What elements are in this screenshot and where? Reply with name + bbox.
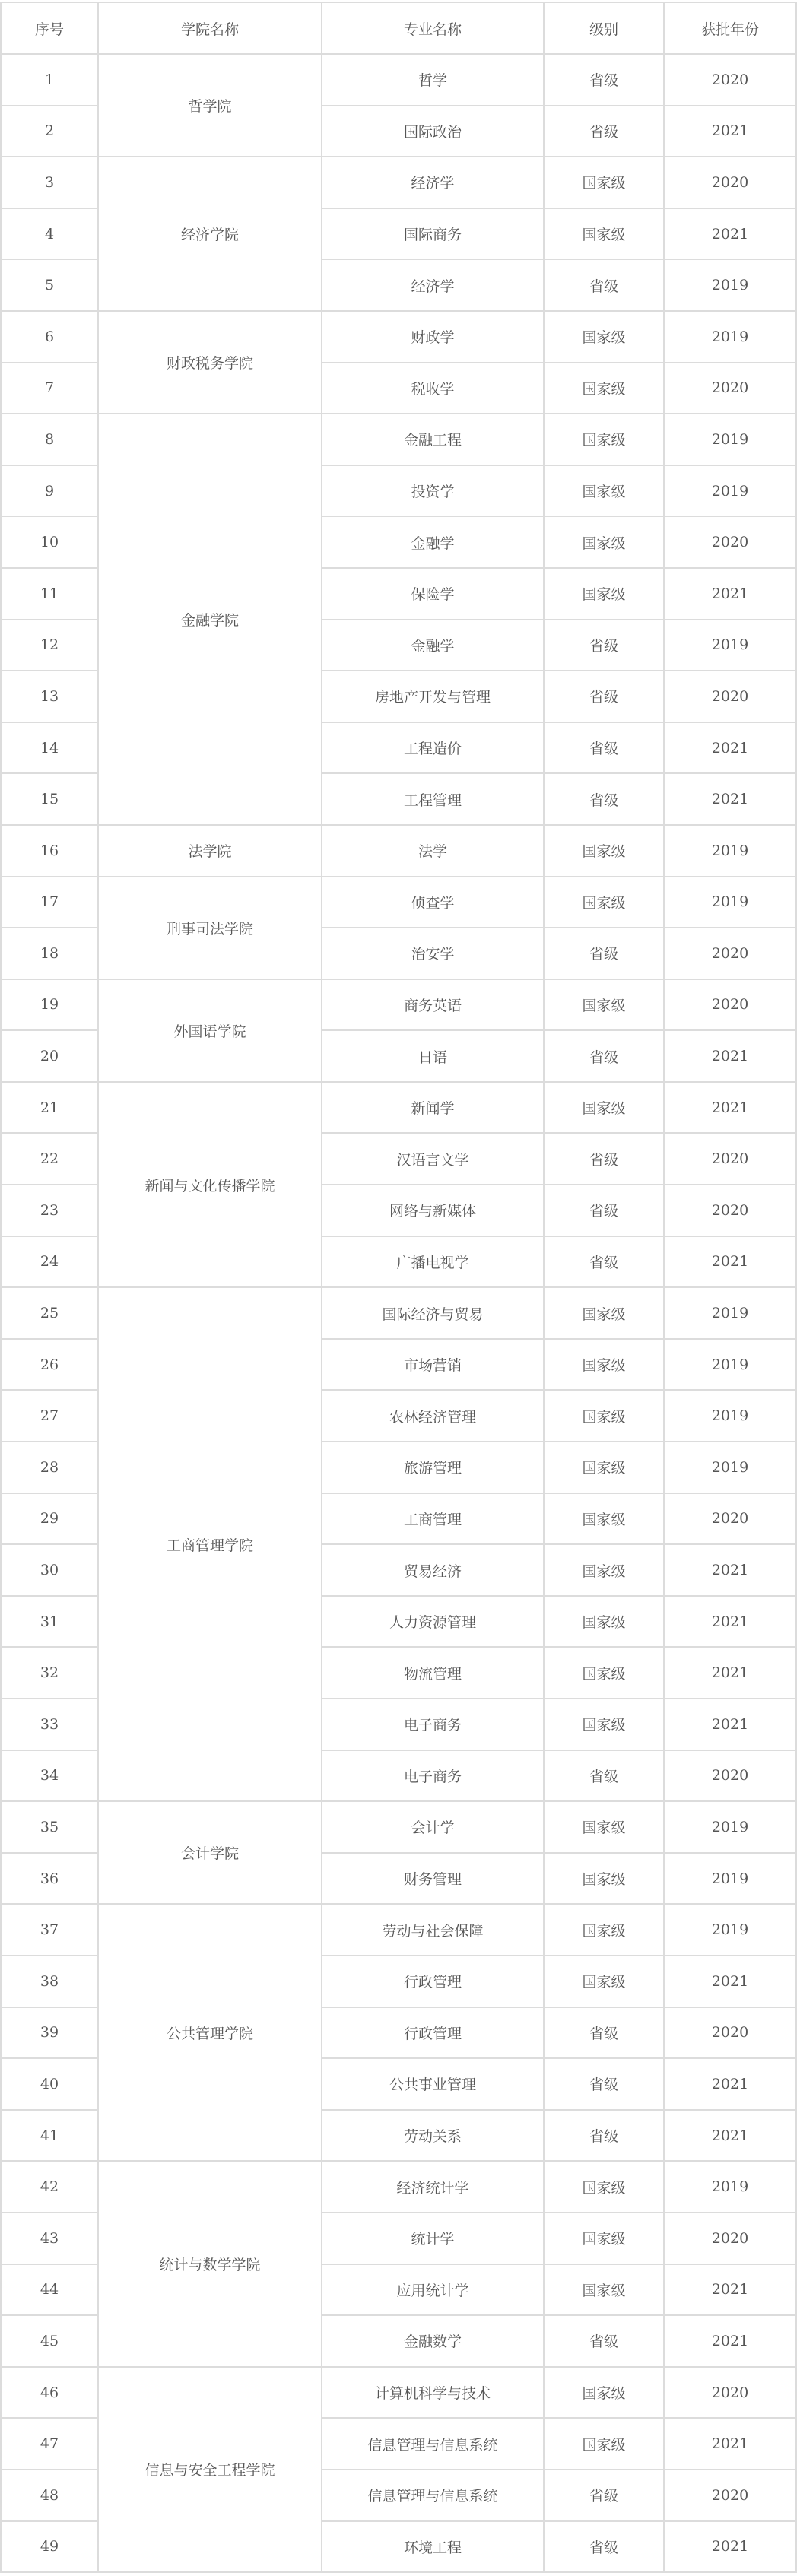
row-number-cell: 35	[1, 1801, 98, 1853]
table-row	[1, 157, 796, 208]
level-cell: 国家级	[544, 568, 664, 620]
year-cell: 2020	[664, 928, 796, 979]
major-name-cell: 侦查学	[322, 877, 544, 928]
year-cell: 2021	[664, 2418, 796, 2470]
level-cell: 省级	[544, 2315, 664, 2367]
row-number-cell: 5	[1, 259, 98, 311]
level-cell: 省级	[544, 928, 664, 979]
year-cell: 2021	[664, 2315, 796, 2367]
level-cell: 国家级	[544, 311, 664, 363]
row-number-cell: 45	[1, 2315, 98, 2367]
table-row	[1, 2161, 796, 2213]
major-name-cell: 投资学	[322, 465, 544, 517]
level-cell: 国家级	[544, 1596, 664, 1648]
row-number-cell: 11	[1, 568, 98, 620]
year-cell: 2020	[664, 1493, 796, 1545]
table-row	[1, 825, 796, 877]
row-number-cell: 14	[1, 722, 98, 774]
row-number-cell: 13	[1, 671, 98, 722]
year-cell: 2020	[664, 671, 796, 722]
major-name-cell: 保险学	[322, 568, 544, 620]
major-name-cell: 哲学	[322, 54, 544, 106]
year-cell: 2019	[664, 2161, 796, 2213]
row-number-cell: 38	[1, 1956, 98, 2007]
major-name-cell: 计算机科学与技术	[322, 2367, 544, 2419]
major-name-cell: 市场营销	[322, 1339, 544, 1391]
level-cell: 国家级	[544, 2264, 664, 2316]
level-cell: 国家级	[544, 1904, 664, 1956]
major-name-cell: 金融学	[322, 516, 544, 568]
level-cell: 省级	[544, 2521, 664, 2573]
year-cell: 2019	[664, 1853, 796, 1905]
major-name-cell: 房地产开发与管理	[322, 671, 544, 722]
major-name-cell: 财政学	[322, 311, 544, 363]
table-row	[1, 54, 796, 106]
level-cell: 省级	[544, 1236, 664, 1288]
year-cell: 2020	[664, 2470, 796, 2521]
majors-table	[0, 2, 797, 2573]
row-number-cell: 16	[1, 825, 98, 877]
row-number-cell: 18	[1, 928, 98, 979]
major-name-cell: 工商管理	[322, 1493, 544, 1545]
table-row	[1, 1801, 796, 1853]
level-cell: 省级	[544, 671, 664, 722]
year-cell: 2021	[664, 1082, 796, 1134]
major-name-cell: 贸易经济	[322, 1544, 544, 1596]
row-number-cell: 40	[1, 2058, 98, 2110]
header-year: 获批年份	[664, 2, 796, 54]
row-number-cell: 21	[1, 1082, 98, 1134]
row-number-cell: 29	[1, 1493, 98, 1545]
major-name-cell: 经济学	[322, 259, 544, 311]
level-cell: 国家级	[544, 1082, 664, 1134]
row-number-cell: 41	[1, 2110, 98, 2162]
major-name-cell: 经济学	[322, 157, 544, 208]
college-name-cell: 财政税务学院	[98, 311, 322, 414]
major-name-cell: 电子商务	[322, 1699, 544, 1750]
year-cell: 2021	[664, 2110, 796, 2162]
level-cell: 省级	[544, 2007, 664, 2059]
row-number-cell: 49	[1, 2521, 98, 2573]
major-name-cell: 国际政治	[322, 106, 544, 157]
level-cell: 国家级	[544, 1647, 664, 1699]
table-body	[1, 54, 796, 2572]
row-number-cell: 19	[1, 979, 98, 1031]
level-cell: 省级	[544, 106, 664, 157]
level-cell: 国家级	[544, 877, 664, 928]
row-number-cell: 43	[1, 2213, 98, 2264]
major-name-cell: 新闻学	[322, 1082, 544, 1134]
row-number-cell: 46	[1, 2367, 98, 2419]
major-name-cell: 电子商务	[322, 1750, 544, 1802]
year-cell: 2021	[664, 2521, 796, 2573]
major-name-cell: 工程造价	[322, 722, 544, 774]
level-cell: 国家级	[544, 1442, 664, 1493]
level-cell: 省级	[544, 2058, 664, 2110]
year-cell: 2021	[664, 568, 796, 620]
level-cell: 国家级	[544, 1493, 664, 1545]
row-number-cell: 23	[1, 1185, 98, 1236]
row-number-cell: 4	[1, 208, 98, 260]
table-row	[1, 877, 796, 928]
level-cell: 国家级	[544, 465, 664, 517]
level-cell: 国家级	[544, 157, 664, 208]
year-cell: 2021	[664, 2058, 796, 2110]
college-name-cell: 经济学院	[98, 157, 322, 311]
row-number-cell: 17	[1, 877, 98, 928]
level-cell: 省级	[544, 2470, 664, 2521]
row-number-cell: 26	[1, 1339, 98, 1391]
major-name-cell: 信息管理与信息系统	[322, 2470, 544, 2521]
college-name-cell: 法学院	[98, 825, 322, 877]
year-cell: 2021	[664, 773, 796, 825]
level-cell: 国家级	[544, 2418, 664, 2470]
year-cell: 2019	[664, 1801, 796, 1853]
table-row	[1, 2367, 796, 2419]
level-cell: 省级	[544, 1030, 664, 1082]
level-cell: 国家级	[544, 1699, 664, 1750]
level-cell: 国家级	[544, 1287, 664, 1339]
row-number-cell: 20	[1, 1030, 98, 1082]
row-number-cell: 37	[1, 1904, 98, 1956]
level-cell: 省级	[544, 773, 664, 825]
year-cell: 2020	[664, 1750, 796, 1802]
table-row	[1, 414, 796, 465]
year-cell: 2019	[664, 620, 796, 671]
level-cell: 省级	[544, 2110, 664, 2162]
row-number-cell: 2	[1, 106, 98, 157]
year-cell: 2019	[664, 311, 796, 363]
major-name-cell: 劳动关系	[322, 2110, 544, 2162]
year-cell: 2021	[664, 208, 796, 260]
level-cell: 省级	[544, 1750, 664, 1802]
major-name-cell: 公共事业管理	[322, 2058, 544, 2110]
year-cell: 2021	[664, 1699, 796, 1750]
table-row	[1, 1287, 796, 1339]
row-number-cell: 15	[1, 773, 98, 825]
row-number-cell: 10	[1, 516, 98, 568]
row-number-cell: 12	[1, 620, 98, 671]
row-number-cell: 3	[1, 157, 98, 208]
year-cell: 2020	[664, 54, 796, 106]
college-name-cell: 工商管理学院	[98, 1287, 322, 1801]
row-number-cell: 34	[1, 1750, 98, 1802]
year-cell: 2019	[664, 1390, 796, 1442]
college-name-cell: 哲学院	[98, 54, 322, 157]
major-name-cell: 旅游管理	[322, 1442, 544, 1493]
year-cell: 2021	[664, 1596, 796, 1648]
level-cell: 国家级	[544, 1390, 664, 1442]
major-name-cell: 农林经济管理	[322, 1390, 544, 1442]
header-row	[1, 2, 796, 54]
level-cell: 省级	[544, 620, 664, 671]
major-name-cell: 金融工程	[322, 414, 544, 465]
year-cell: 2021	[664, 1647, 796, 1699]
major-name-cell: 国际经济与贸易	[322, 1287, 544, 1339]
major-name-cell: 汉语言文学	[322, 1133, 544, 1185]
level-cell: 国家级	[544, 1339, 664, 1391]
year-cell: 2021	[664, 722, 796, 774]
level-cell: 国家级	[544, 363, 664, 414]
college-name-cell: 刑事司法学院	[98, 877, 322, 979]
level-cell: 省级	[544, 722, 664, 774]
college-name-cell: 新闻与文化传播学院	[98, 1082, 322, 1287]
year-cell: 2021	[664, 1544, 796, 1596]
year-cell: 2019	[664, 1904, 796, 1956]
major-name-cell: 统计学	[322, 2213, 544, 2264]
row-number-cell: 42	[1, 2161, 98, 2213]
year-cell: 2020	[664, 2213, 796, 2264]
major-name-cell: 行政管理	[322, 2007, 544, 2059]
row-number-cell: 22	[1, 1133, 98, 1185]
level-cell: 省级	[544, 259, 664, 311]
year-cell: 2020	[664, 1133, 796, 1185]
row-number-cell: 44	[1, 2264, 98, 2316]
year-cell: 2020	[664, 979, 796, 1031]
year-cell: 2021	[664, 106, 796, 157]
header-college: 学院名称	[98, 2, 322, 54]
major-name-cell: 商务英语	[322, 979, 544, 1031]
level-cell: 国家级	[544, 414, 664, 465]
header-major: 专业名称	[322, 2, 544, 54]
major-name-cell: 金融学	[322, 620, 544, 671]
level-cell: 国家级	[544, 825, 664, 877]
major-name-cell: 法学	[322, 825, 544, 877]
level-cell: 省级	[544, 1133, 664, 1185]
level-cell: 国家级	[544, 1956, 664, 2007]
row-number-cell: 39	[1, 2007, 98, 2059]
year-cell: 2019	[664, 1442, 796, 1493]
row-number-cell: 32	[1, 1647, 98, 1699]
year-cell: 2019	[664, 259, 796, 311]
major-name-cell: 经济统计学	[322, 2161, 544, 2213]
level-cell: 国家级	[544, 516, 664, 568]
header-level: 级别	[544, 2, 664, 54]
year-cell: 2020	[664, 363, 796, 414]
major-name-cell: 财务管理	[322, 1853, 544, 1905]
major-name-cell: 广播电视学	[322, 1236, 544, 1288]
major-name-cell: 工程管理	[322, 773, 544, 825]
college-name-cell: 会计学院	[98, 1801, 322, 1904]
college-name-cell: 公共管理学院	[98, 1904, 322, 2161]
row-number-cell: 25	[1, 1287, 98, 1339]
level-cell: 国家级	[544, 1801, 664, 1853]
row-number-cell: 1	[1, 54, 98, 106]
year-cell: 2021	[664, 1030, 796, 1082]
major-name-cell: 网络与新媒体	[322, 1185, 544, 1236]
year-cell: 2020	[664, 157, 796, 208]
row-number-cell: 47	[1, 2418, 98, 2470]
year-cell: 2020	[664, 1185, 796, 1236]
level-cell: 国家级	[544, 208, 664, 260]
level-cell: 国家级	[544, 2367, 664, 2419]
table-row	[1, 1904, 796, 1956]
year-cell: 2019	[664, 465, 796, 517]
major-name-cell: 日语	[322, 1030, 544, 1082]
college-name-cell: 统计与数学学院	[98, 2161, 322, 2366]
year-cell: 2019	[664, 414, 796, 465]
row-number-cell: 7	[1, 363, 98, 414]
row-number-cell: 33	[1, 1699, 98, 1750]
college-name-cell: 外国语学院	[98, 979, 322, 1082]
row-number-cell: 24	[1, 1236, 98, 1288]
row-number-cell: 30	[1, 1544, 98, 1596]
level-cell: 国家级	[544, 979, 664, 1031]
year-cell: 2019	[664, 1339, 796, 1391]
row-number-cell: 36	[1, 1853, 98, 1905]
table-row	[1, 979, 796, 1031]
level-cell: 省级	[544, 1185, 664, 1236]
row-number-cell: 28	[1, 1442, 98, 1493]
major-name-cell: 人力资源管理	[322, 1596, 544, 1648]
level-cell: 国家级	[544, 2161, 664, 2213]
college-name-cell: 信息与安全工程学院	[98, 2367, 322, 2572]
year-cell: 2019	[664, 877, 796, 928]
major-name-cell: 治安学	[322, 928, 544, 979]
row-number-cell: 9	[1, 465, 98, 517]
table-row	[1, 1082, 796, 1134]
year-cell: 2021	[664, 2264, 796, 2316]
level-cell: 国家级	[544, 1544, 664, 1596]
year-cell: 2020	[664, 2367, 796, 2419]
row-number-cell: 31	[1, 1596, 98, 1648]
major-name-cell: 国际商务	[322, 208, 544, 260]
header-no: 序号	[1, 2, 98, 54]
major-name-cell: 劳动与社会保障	[322, 1904, 544, 1956]
major-name-cell: 应用统计学	[322, 2264, 544, 2316]
row-number-cell: 27	[1, 1390, 98, 1442]
college-name-cell: 金融学院	[98, 414, 322, 825]
major-name-cell: 信息管理与信息系统	[322, 2418, 544, 2470]
level-cell: 国家级	[544, 1853, 664, 1905]
table-row	[1, 311, 796, 363]
major-name-cell: 环境工程	[322, 2521, 544, 2573]
level-cell: 国家级	[544, 2213, 664, 2264]
year-cell: 2020	[664, 516, 796, 568]
row-number-cell: 48	[1, 2470, 98, 2521]
year-cell: 2021	[664, 1956, 796, 2007]
major-name-cell: 物流管理	[322, 1647, 544, 1699]
year-cell: 2020	[664, 2007, 796, 2059]
year-cell: 2021	[664, 1236, 796, 1288]
row-number-cell: 6	[1, 311, 98, 363]
level-cell: 省级	[544, 54, 664, 106]
major-name-cell: 行政管理	[322, 1956, 544, 2007]
year-cell: 2019	[664, 1287, 796, 1339]
row-number-cell: 8	[1, 414, 98, 465]
major-name-cell: 税收学	[322, 363, 544, 414]
major-name-cell: 会计学	[322, 1801, 544, 1853]
major-name-cell: 金融数学	[322, 2315, 544, 2367]
year-cell: 2019	[664, 825, 796, 877]
